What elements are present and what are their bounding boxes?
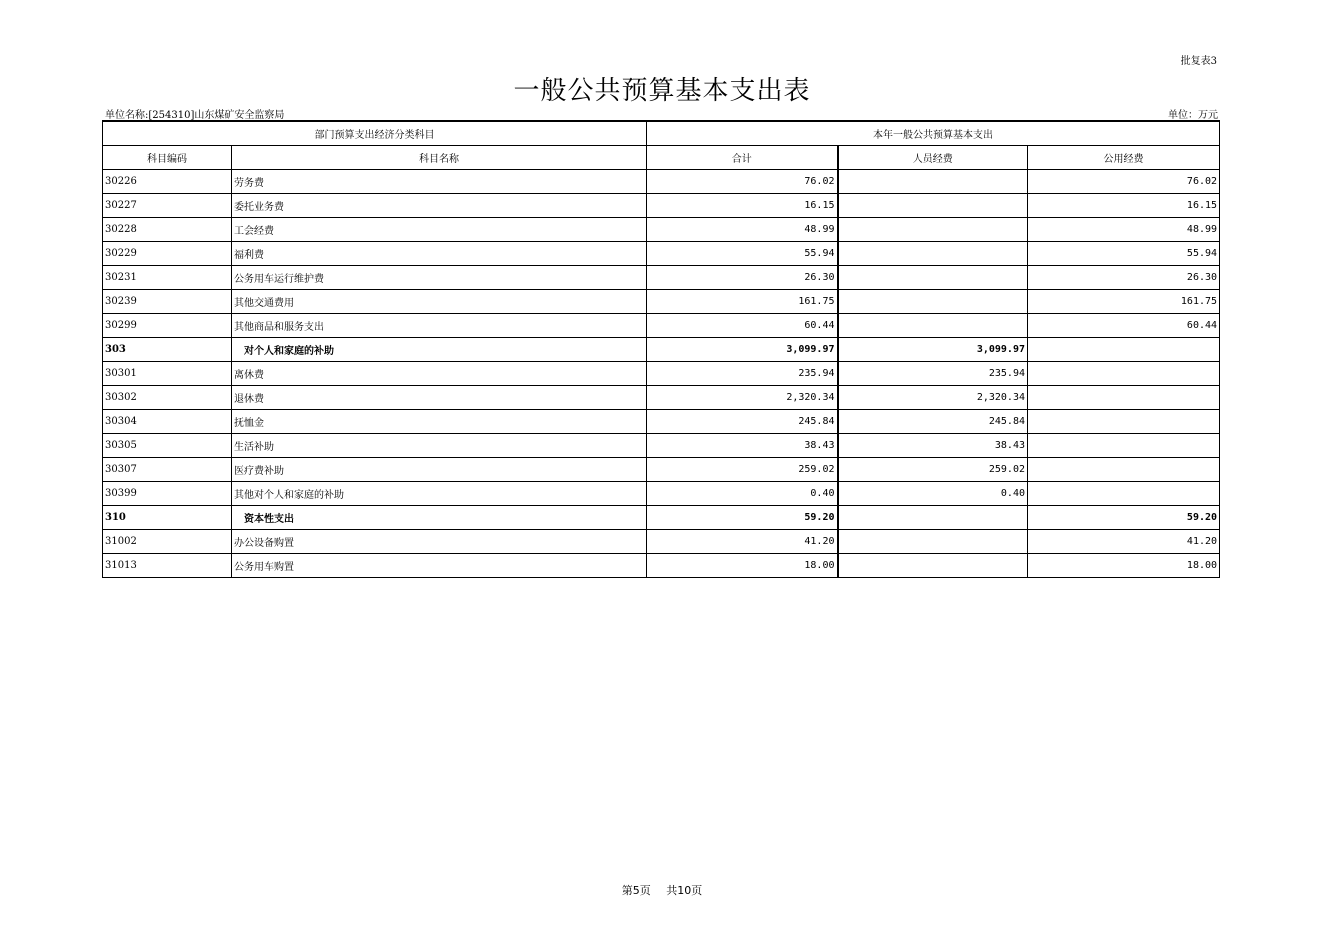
table-row <box>103 458 1220 482</box>
cell-public <box>1028 386 1220 410</box>
col-header-personnel: 人员经费 <box>838 146 1028 170</box>
cell-code: 31002 <box>103 530 232 554</box>
table-row <box>103 386 1220 410</box>
table-row <box>103 506 1220 530</box>
table-row <box>103 362 1220 386</box>
table-row <box>103 194 1220 218</box>
cell-total: 16.15 <box>647 194 838 218</box>
cell-name: 对个人和家庭的补助 <box>232 338 647 362</box>
cell-total: 38.43 <box>647 434 838 458</box>
cell-personnel <box>838 194 1028 218</box>
cell-total: 161.75 <box>647 290 838 314</box>
cell-code: 30226 <box>103 170 232 194</box>
table-row <box>103 410 1220 434</box>
cell-code: 30239 <box>103 290 232 314</box>
cell-public: 41.20 <box>1028 530 1220 554</box>
table-column-header <box>103 146 1220 170</box>
cell-total: 60.44 <box>647 314 838 338</box>
cell-name: 劳务费 <box>232 170 647 194</box>
cell-public <box>1028 410 1220 434</box>
cell-public: 18.00 <box>1028 554 1220 578</box>
cell-public: 48.99 <box>1028 218 1220 242</box>
cell-code: 303 <box>103 338 232 362</box>
table-row <box>103 554 1220 578</box>
cell-code: 30307 <box>103 458 232 482</box>
col-header-total: 合计 <box>647 146 838 170</box>
cell-name: 其他交通费用 <box>232 290 647 314</box>
cell-total: 48.99 <box>647 218 838 242</box>
col-header-code: 科目编码 <box>103 146 232 170</box>
cell-code: 30301 <box>103 362 232 386</box>
cell-total: 245.84 <box>647 410 838 434</box>
cell-name: 福利费 <box>232 242 647 266</box>
table-row <box>103 290 1220 314</box>
table-row <box>103 170 1220 194</box>
cell-name: 抚恤金 <box>232 410 647 434</box>
cell-code: 30228 <box>103 218 232 242</box>
cell-personnel <box>838 506 1028 530</box>
cell-personnel <box>838 290 1028 314</box>
cell-code: 30399 <box>103 482 232 506</box>
cell-personnel <box>838 242 1028 266</box>
table-row <box>103 482 1220 506</box>
cell-name: 生活补助 <box>232 434 647 458</box>
cell-name: 退休费 <box>232 386 647 410</box>
group-header-right: 本年一般公共预算基本支出 <box>647 121 1220 146</box>
form-number: 批复表3 <box>1180 56 1217 67</box>
cell-personnel <box>838 170 1028 194</box>
cell-total: 59.20 <box>647 506 838 530</box>
cell-code: 30229 <box>103 242 232 266</box>
unit-name: 单位名称:[254310]山东煤矿安全监察局 <box>105 110 285 121</box>
cell-total: 235.94 <box>647 362 838 386</box>
table-row <box>103 218 1220 242</box>
cell-public: 16.15 <box>1028 194 1220 218</box>
cell-personnel: 245.84 <box>838 410 1028 434</box>
cell-public <box>1028 482 1220 506</box>
cell-total: 76.02 <box>647 170 838 194</box>
cell-public: 60.44 <box>1028 314 1220 338</box>
page-footer <box>0 882 1324 898</box>
cell-name: 医疗费补助 <box>232 458 647 482</box>
page-current: 第5页 <box>621 884 651 897</box>
cell-code: 30299 <box>103 314 232 338</box>
cell-total: 3,099.97 <box>647 338 838 362</box>
cell-public: 76.02 <box>1028 170 1220 194</box>
unit-label: 单位：万元 <box>1168 110 1218 121</box>
budget-table <box>102 120 1220 578</box>
cell-total: 0.40 <box>647 482 838 506</box>
page-title: 一般公共预算基本支出表 <box>513 76 811 106</box>
table-row <box>103 314 1220 338</box>
cell-name: 工会经费 <box>232 218 647 242</box>
cell-personnel: 38.43 <box>838 434 1028 458</box>
cell-name: 离休费 <box>232 362 647 386</box>
cell-personnel: 259.02 <box>838 458 1028 482</box>
table-row <box>103 434 1220 458</box>
cell-name: 公务用车运行维护费 <box>232 266 647 290</box>
cell-name: 资本性支出 <box>232 506 647 530</box>
cell-name: 办公设备购置 <box>232 530 647 554</box>
cell-name: 公务用车购置 <box>232 554 647 578</box>
cell-total: 18.00 <box>647 554 838 578</box>
cell-total: 26.30 <box>647 266 838 290</box>
table-row <box>103 338 1220 362</box>
cell-public: 161.75 <box>1028 290 1220 314</box>
table-group-header <box>103 121 1220 146</box>
cell-code: 30231 <box>103 266 232 290</box>
cell-public <box>1028 338 1220 362</box>
cell-public <box>1028 458 1220 482</box>
cell-code: 30305 <box>103 434 232 458</box>
cell-personnel <box>838 530 1028 554</box>
cell-personnel: 235.94 <box>838 362 1028 386</box>
cell-personnel <box>838 218 1028 242</box>
cell-public: 55.94 <box>1028 242 1220 266</box>
cell-total: 259.02 <box>647 458 838 482</box>
cell-code: 30227 <box>103 194 232 218</box>
table-row <box>103 266 1220 290</box>
page-total: 共10页 <box>666 884 703 897</box>
cell-public <box>1028 434 1220 458</box>
cell-total: 2,320.34 <box>647 386 838 410</box>
cell-public <box>1028 362 1220 386</box>
cell-personnel <box>838 554 1028 578</box>
cell-name: 其他对个人和家庭的补助 <box>232 482 647 506</box>
cell-code: 31013 <box>103 554 232 578</box>
cell-name: 其他商品和服务支出 <box>232 314 647 338</box>
cell-total: 55.94 <box>647 242 838 266</box>
cell-name: 委托业务费 <box>232 194 647 218</box>
col-header-name: 科目名称 <box>232 146 647 170</box>
cell-personnel: 2,320.34 <box>838 386 1028 410</box>
cell-total: 41.20 <box>647 530 838 554</box>
cell-public: 59.20 <box>1028 506 1220 530</box>
cell-code: 30302 <box>103 386 232 410</box>
cell-public: 26.30 <box>1028 266 1220 290</box>
table-row <box>103 530 1220 554</box>
cell-code: 30304 <box>103 410 232 434</box>
cell-code: 310 <box>103 506 232 530</box>
cell-personnel: 3,099.97 <box>838 338 1028 362</box>
table-row <box>103 242 1220 266</box>
group-header-left: 部门预算支出经济分类科目 <box>103 121 647 146</box>
cell-personnel: 0.40 <box>838 482 1028 506</box>
cell-personnel <box>838 314 1028 338</box>
col-header-public: 公用经费 <box>1028 146 1220 170</box>
cell-personnel <box>838 266 1028 290</box>
